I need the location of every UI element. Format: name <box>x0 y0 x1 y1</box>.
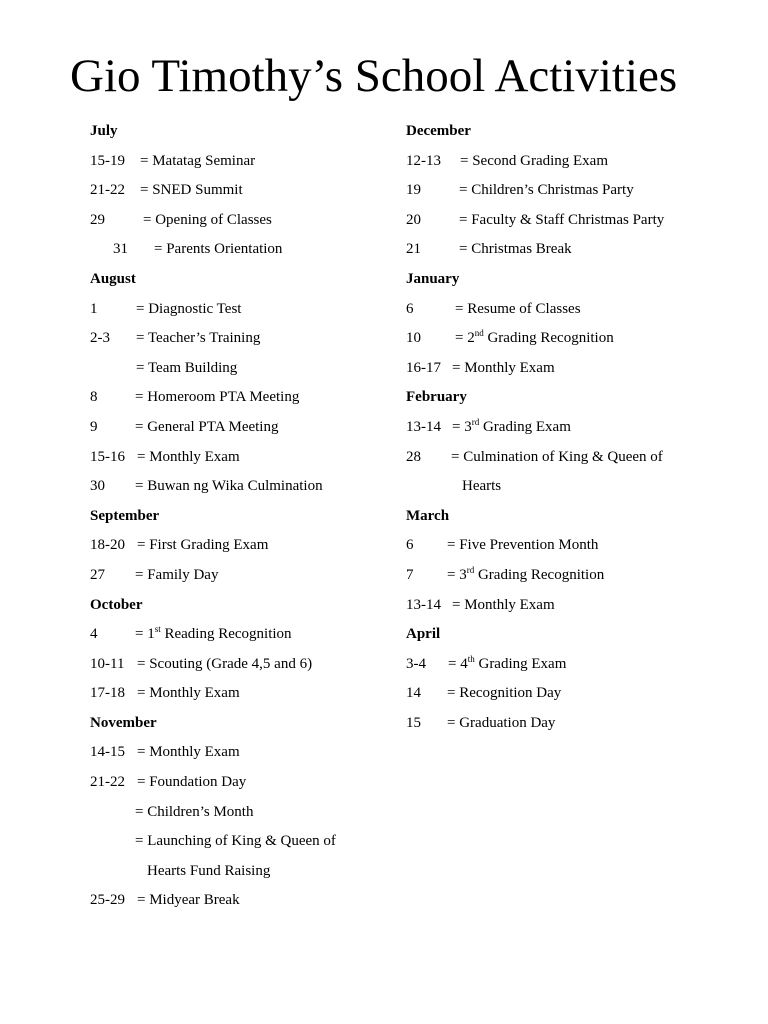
event-date: 13-14 <box>406 596 441 613</box>
event-text: = Homeroom PTA Meeting <box>135 389 300 406</box>
event-date: 29 <box>90 211 105 228</box>
event-row <box>90 235 390 265</box>
event-text-suffix: Grading Exam <box>479 418 571 435</box>
left-column <box>90 117 390 916</box>
event-row <box>90 176 390 206</box>
event-text: Hearts <box>462 478 502 495</box>
event-text: = Graduation Day <box>447 714 556 731</box>
ordinal-suffix: st <box>154 624 161 635</box>
event-text: = Team Building <box>136 359 238 376</box>
event-row <box>90 561 390 591</box>
event-row <box>406 324 736 354</box>
event-text <box>455 324 614 354</box>
event-row <box>90 206 390 236</box>
event-text: = SNED Summit <box>140 182 243 199</box>
event-text-prefix: = 3 <box>452 418 472 435</box>
ordinal-suffix: rd <box>466 564 475 575</box>
event-date: 14-15 <box>90 744 125 761</box>
event-text-suffix: Grading Recognition <box>474 566 605 583</box>
event-row <box>406 709 736 739</box>
event-date: 19 <box>406 182 421 199</box>
event-date: 10-11 <box>90 655 125 672</box>
event-row <box>406 650 736 680</box>
ordinal-suffix: th <box>467 653 475 664</box>
event-text: = Second Grading Exam <box>460 152 609 169</box>
month-heading-january: January <box>406 270 460 287</box>
event-text <box>447 561 604 591</box>
event-text: = Midyear Break <box>137 892 240 909</box>
event-text: = Monthly Exam <box>137 448 240 465</box>
event-text: = Christmas Break <box>459 241 572 258</box>
page-title: Gio Timothy’s School Activities <box>70 50 678 102</box>
event-text: = Culmination of King & Queen of <box>451 448 663 465</box>
event-row <box>90 650 390 680</box>
event-text: = Matatag Seminar <box>140 152 256 169</box>
event-date: 18-20 <box>90 537 125 554</box>
event-row <box>90 147 390 177</box>
event-date: 10 <box>406 330 421 347</box>
event-text: Hearts Fund Raising <box>147 862 271 879</box>
event-text: = Diagnostic Test <box>136 300 242 317</box>
event-text: = Parents Orientation <box>154 241 283 258</box>
event-date: 28 <box>406 448 421 465</box>
event-text: = Five Prevention Month <box>447 537 599 554</box>
event-date: 30 <box>90 478 105 495</box>
event-text: = Scouting (Grade 4,5 and 6) <box>137 655 313 672</box>
event-row <box>90 413 390 443</box>
event-row <box>406 295 736 325</box>
event-date: 9 <box>90 418 98 435</box>
event-text: = General PTA Meeting <box>135 418 279 435</box>
event-date: 13-14 <box>406 418 441 435</box>
event-row <box>90 354 390 384</box>
event-text: = Opening of Classes <box>143 211 272 228</box>
event-text: = Buwan ng Wika Culmination <box>135 478 323 495</box>
event-row <box>406 679 736 709</box>
event-row <box>90 324 390 354</box>
event-row <box>406 413 736 443</box>
event-date: 15 <box>406 714 421 731</box>
event-row <box>90 768 390 798</box>
event-row <box>406 176 736 206</box>
event-text-suffix: Grading Recognition <box>483 330 614 347</box>
event-text-prefix: = 2 <box>455 330 475 347</box>
event-date: 20 <box>406 211 421 228</box>
event-row <box>90 531 390 561</box>
event-text <box>448 650 566 680</box>
event-row <box>90 443 390 473</box>
event-row <box>90 295 390 325</box>
event-row <box>90 620 390 650</box>
month-heading-october: October <box>90 596 143 613</box>
event-date: 16-17 <box>406 359 441 376</box>
right-column <box>406 117 736 738</box>
month-heading-september: September <box>90 507 160 524</box>
event-text: = Children’s Month <box>135 803 254 820</box>
event-row <box>406 561 736 591</box>
event-text: = Launching of King & Queen of <box>135 833 336 850</box>
event-date: 27 <box>90 566 105 583</box>
event-date: 8 <box>90 389 98 406</box>
event-date: 21-22 <box>90 774 125 791</box>
event-date: 21 <box>406 241 421 258</box>
month-heading-august: August <box>90 270 136 287</box>
event-text: = Teacher’s Training <box>136 330 261 347</box>
event-text <box>135 620 292 650</box>
ordinal-suffix: rd <box>471 416 480 427</box>
event-row <box>90 798 390 828</box>
event-row <box>406 147 736 177</box>
event-text: = Monthly Exam <box>137 685 240 702</box>
event-date: 4 <box>90 626 98 643</box>
month-heading-december: December <box>406 123 471 139</box>
event-date: 2-3 <box>90 330 110 347</box>
event-row <box>406 443 736 473</box>
event-date: 17-18 <box>90 685 125 702</box>
event-date: 6 <box>406 300 414 317</box>
event-text: = Resume of Classes <box>455 300 581 317</box>
event-row <box>90 827 390 857</box>
event-date: 15-19 <box>90 152 125 169</box>
month-heading-november: November <box>90 714 157 731</box>
event-date: 21-22 <box>90 182 125 199</box>
event-row <box>90 738 390 768</box>
event-date: 12-13 <box>406 152 441 169</box>
event-date: 14 <box>406 685 421 702</box>
event-row-continuation <box>90 857 390 887</box>
event-text: = Children’s Christmas Party <box>459 182 634 199</box>
event-date: 7 <box>406 566 414 583</box>
event-text: = Monthly Exam <box>137 744 240 761</box>
event-text: = Monthly Exam <box>452 596 555 613</box>
event-row <box>406 591 736 621</box>
event-row <box>406 354 736 384</box>
event-text: = Faculty & Staff Christmas Party <box>459 211 665 228</box>
event-date: 15-16 <box>90 448 125 465</box>
event-row <box>90 886 390 916</box>
event-row <box>90 679 390 709</box>
event-text: = Foundation Day <box>137 774 247 791</box>
event-date: 6 <box>406 537 414 554</box>
event-row-continuation <box>406 472 736 502</box>
event-date: 31 <box>113 241 128 258</box>
month-heading-april: April <box>406 626 441 643</box>
ordinal-suffix: nd <box>474 328 484 339</box>
month-heading-february: February <box>406 389 467 406</box>
event-date: 3-4 <box>406 655 426 672</box>
month-heading-july: July <box>90 123 118 139</box>
event-date: 1 <box>90 300 98 317</box>
event-row <box>90 383 390 413</box>
event-text-prefix: = 3 <box>447 566 467 583</box>
event-text: = Recognition Day <box>447 685 562 702</box>
event-text-suffix: Grading Exam <box>474 655 567 672</box>
event-text: = Family Day <box>135 566 219 583</box>
event-text: = First Grading Exam <box>137 537 269 554</box>
event-row <box>406 235 736 265</box>
event-text <box>452 413 571 443</box>
event-date: 25-29 <box>90 892 125 909</box>
month-heading-march: March <box>406 507 450 524</box>
event-text-suffix: Reading Recognition <box>160 626 292 643</box>
event-text-prefix: = 1 <box>135 626 155 643</box>
event-row <box>406 531 736 561</box>
event-row <box>90 472 390 502</box>
event-row <box>406 206 736 236</box>
event-text: = Monthly Exam <box>452 359 555 376</box>
event-text-prefix: = 4 <box>448 655 468 672</box>
